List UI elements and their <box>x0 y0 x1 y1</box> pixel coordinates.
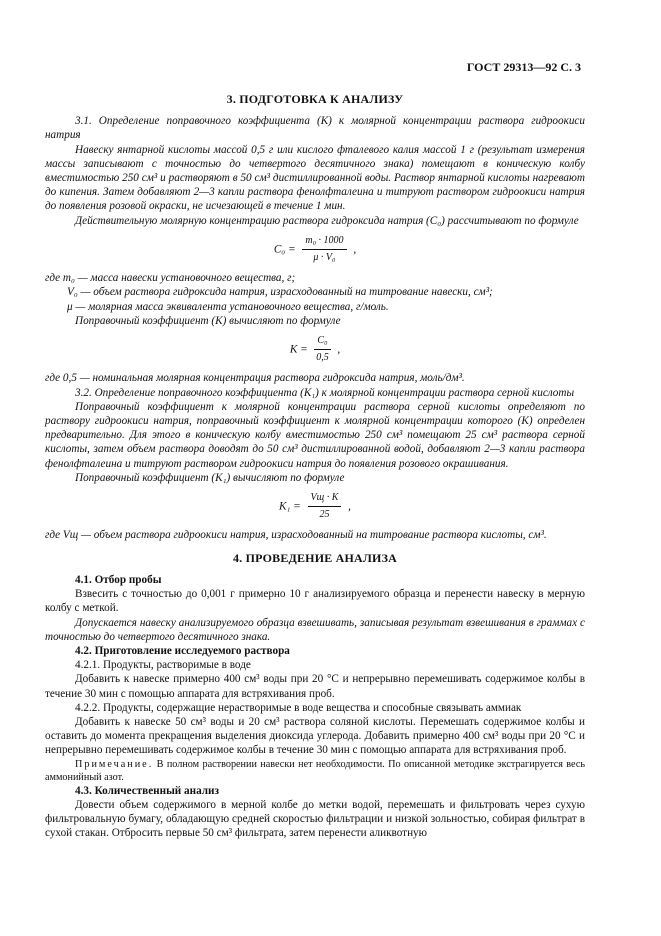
where-item: где Vщ — объем раствора гидроокиси натрия, израсходованный на титрование раствора кислоты, см³. <box>45 529 547 542</box>
where-item: V₀ — объем раствора гидроксида натрия, израсходованный на титрование навески, см³; <box>67 286 493 299</box>
page-header: ГОСТ 29313—92 С. 3 <box>466 60 581 74</box>
formula-tail: , <box>337 343 341 356</box>
subheading: 4.2. Приготовление исследуемого раствора <box>75 644 290 657</box>
fraction <box>308 491 342 522</box>
clause-3-1: 3.1. Определение поправочного коэффициента (К) к молярной концентрации раствора гидроокиси натрия <box>45 115 585 142</box>
paragraph: Действительную молярную концентрацию раствора гидроксида натрия (C₀) рассчитывают по формуле <box>75 214 579 227</box>
paragraph: Допускается навеску анализируемого образца взвешивать, записывая результат взвешивания в граммах с точностью до четвертого десятичного знака. <box>45 616 585 643</box>
where-item: μ — молярная масса эквивалента установочного вещества, г/моль. <box>67 300 389 313</box>
paragraph: Взвесить с точностью до 0,001 г примерно 10 г анализируемого образца и перенести навеску в мерную колбу с меткой. <box>45 588 585 615</box>
formula-k1 <box>45 491 585 522</box>
fraction <box>314 334 330 365</box>
where-block <box>45 271 585 314</box>
clause: 4.2.2. Продукты, содержащие нерастворимые в воде вещества и способные связывать аммиак <box>75 701 522 714</box>
paragraph: Поправочный коэффициент (К) вычисляют по формуле <box>75 314 341 327</box>
document-body <box>45 92 585 840</box>
note-label: Примечание. <box>75 758 154 770</box>
formula-k <box>45 334 585 365</box>
formula-lhs: K = <box>289 343 308 356</box>
paragraph: Добавить к навеске примерно 400 см³ воды при 20 °С и непрерывно перемешивать содержимое колбы в течение 30 мин с помощью аппарата для встряхивания проб. <box>45 673 585 700</box>
denominator: μ · V₀ <box>313 252 336 264</box>
subheading: 4.3. Количественный анализ <box>75 784 220 797</box>
numerator: Vщ · K <box>308 491 342 507</box>
note <box>45 758 585 784</box>
note-text: В полном растворении навески нет необходимости. По описанной методике экстрагируется весь аммонийный азот. <box>45 758 585 783</box>
paragraph: Поправочный коэффициент к молярной концентрации раствора серной кислоты определяют по раствору гидроокиси натрия, поправочный коэффициент к молярной концентрации которого (К) определен предварительно. Для этого в коническую колбу вместимостью 250 см³ помещают 25 см³ раствора серной кислоты, затем объем раствора доводят до 50 см³ дистиллированной водой, добавляют 2—3 капли раствора фенолфталеина и титруют раствором гидроокиси натрия до появления розового окрашивания. <box>45 400 585 470</box>
formula-tail: , <box>348 500 351 513</box>
denominator: 0,5 <box>316 352 329 364</box>
where-item: где 0,5 — номинальная молярная концентрация раствора гидроксида натрия, моль/дм³. <box>45 372 465 385</box>
numerator: C₀ <box>314 334 330 350</box>
numerator: m₀ · 1000 <box>302 234 346 250</box>
formula-c0 <box>45 234 585 265</box>
paragraph: Поправочный коэффициент (K₁) вычисляют по формуле <box>75 471 345 484</box>
clause-3-2: 3.2. Определение поправочного коэффициента (K₁) к молярной концентрации раствора серной кислоты <box>75 386 575 399</box>
subheading: 4.1. Отбор пробы <box>75 573 162 586</box>
paragraph: Добавить к навеске 50 см³ воды и 20 см³ раствора соляной кислоты. Перемешать содержимое колбы и оставить до момента прекращения выделения диоксида углерода. Добавить примерно 400 см³ воды при 20 °С и непрерывно перемешивать содержимое колбы в течение 30 мин с помощью аппарата для встряхивания проб. <box>45 715 585 757</box>
section-3-title: 3. ПОДГОТОВКА К АНАЛИЗУ <box>226 92 404 106</box>
formula-tail: , <box>353 243 357 256</box>
where-item: где m₀ — масса навески установочного вещества, г; <box>45 272 296 285</box>
paragraph: Навеску янтарной кислоты массой 0,5 г или кислого фталевого калия массой 1 г (результат измерения массы записывают с точностью до четвертого десятичного знака) помещают в коническую колбу вместимостью 250 см³ и растворяют в 50 см³ дистиллированной воды. Раствор янтарной кислоты нагревают до кипения. Затем добавляют 2—3 капли раствора фенолфталеина и титруют раствором гидроокиси натрия до появления розовой окраски, не исчезающей в течение 1 мин. <box>45 143 585 213</box>
formula-lhs: C₀ = <box>273 243 296 256</box>
paragraph: Довести объем содержимого в мерной колбе до метки водой, перемешать и фильтровать через сухую фильтровальную бумагу, обладающую средней скоростью фильтрации и низкой зольностью, собирая фильтрат в сухой стакан. Отбросить первые 50 см³ фильтрата, затем перенести аликвотную <box>45 798 585 840</box>
denominator: 25 <box>319 509 330 521</box>
section-4-title: 4. ПРОВЕДЕНИЕ АНАЛИЗА <box>232 550 397 565</box>
clause: 4.2.1. Продукты, растворимые в воде <box>75 659 251 672</box>
formula-lhs: K₁ = <box>279 500 301 513</box>
fraction <box>302 234 346 265</box>
